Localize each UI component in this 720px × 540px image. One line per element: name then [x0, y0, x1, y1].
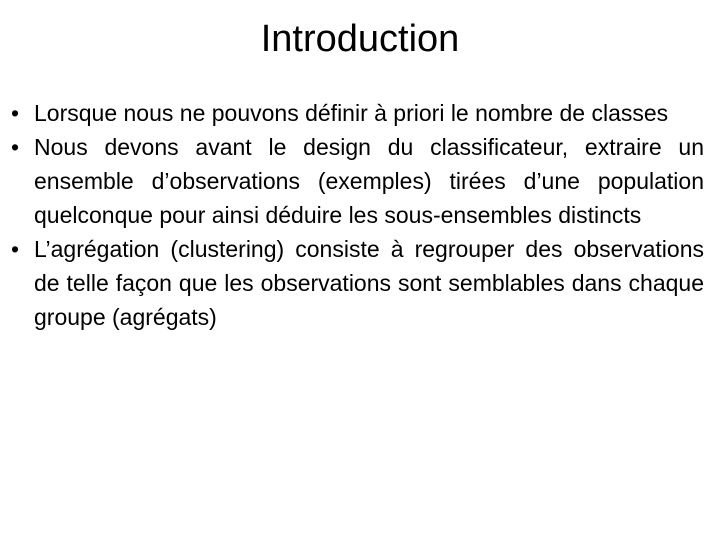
bullet-icon: • [11, 236, 20, 262]
bullet-list [0, 96, 720, 334]
bullet-text: L’agrégation (clustering) consiste à regrouper des observations de telle façon que les observations sont semblables dans chaque groupe (agrégats) [34, 236, 704, 330]
bullet-icon: • [11, 100, 20, 126]
bullet-item [0, 130, 720, 232]
bullet-text: Lorsque nous ne pouvons définir à priori le nombre de classes [34, 100, 669, 126]
bullet-icon: • [11, 134, 20, 160]
bullet-item [0, 232, 720, 334]
bullet-text: Nous devons avant le design du classificateur, extraire un ensemble d’observations (exemples) tirées d’une population quelconque pour ainsi déduire les sous-ensembles distincts [34, 134, 704, 228]
bullet-item [0, 96, 720, 130]
slide-title: Introduction [260, 18, 460, 60]
